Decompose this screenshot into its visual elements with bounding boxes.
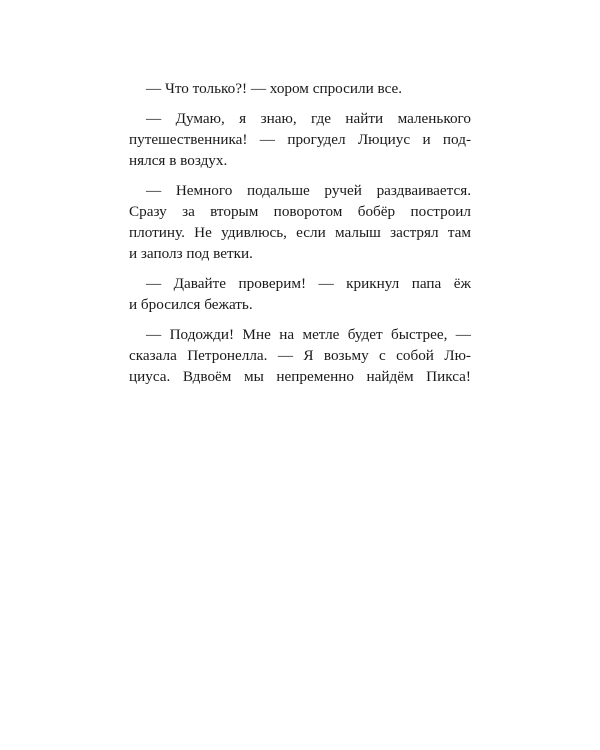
text-line: и заполз под ветки. — [129, 245, 253, 262]
page-text — [129, 78, 471, 396]
text-line: путешественника! — прогудел Люциус и под- — [129, 131, 471, 148]
paragraph-5 — [129, 324, 471, 387]
text-line: Сразу за вторым поворотом бобёр построил — [129, 203, 471, 220]
paragraph-3 — [129, 180, 471, 264]
text-line: — Давайте проверим! — крикнул папа ёж — [146, 275, 471, 292]
text-line: плотину. Не удивлюсь, если малыш застрял там — [129, 224, 471, 241]
text-line: — Немного подальше ручей раздваивается. — [146, 182, 471, 199]
text-line: циуса. Вдвоём мы непременно найдём Пикса! — [129, 368, 471, 385]
paragraph-1 — [129, 78, 471, 99]
paragraph-2 — [129, 108, 471, 171]
text-line: и бросился бежать. — [129, 296, 253, 313]
paragraph-4 — [129, 273, 471, 315]
text-line: — Подожди! Мне на метле будет быстрее, — — [146, 326, 471, 343]
text-line: — Думаю, я знаю, где найти маленького — [146, 110, 471, 127]
text-line: — Что только?! — хором спросили все. — [146, 80, 403, 97]
text-line: нялся в воздух. — [129, 152, 228, 169]
text-line: сказала Петронелла. — Я возьму с собой Лю- — [129, 347, 471, 364]
